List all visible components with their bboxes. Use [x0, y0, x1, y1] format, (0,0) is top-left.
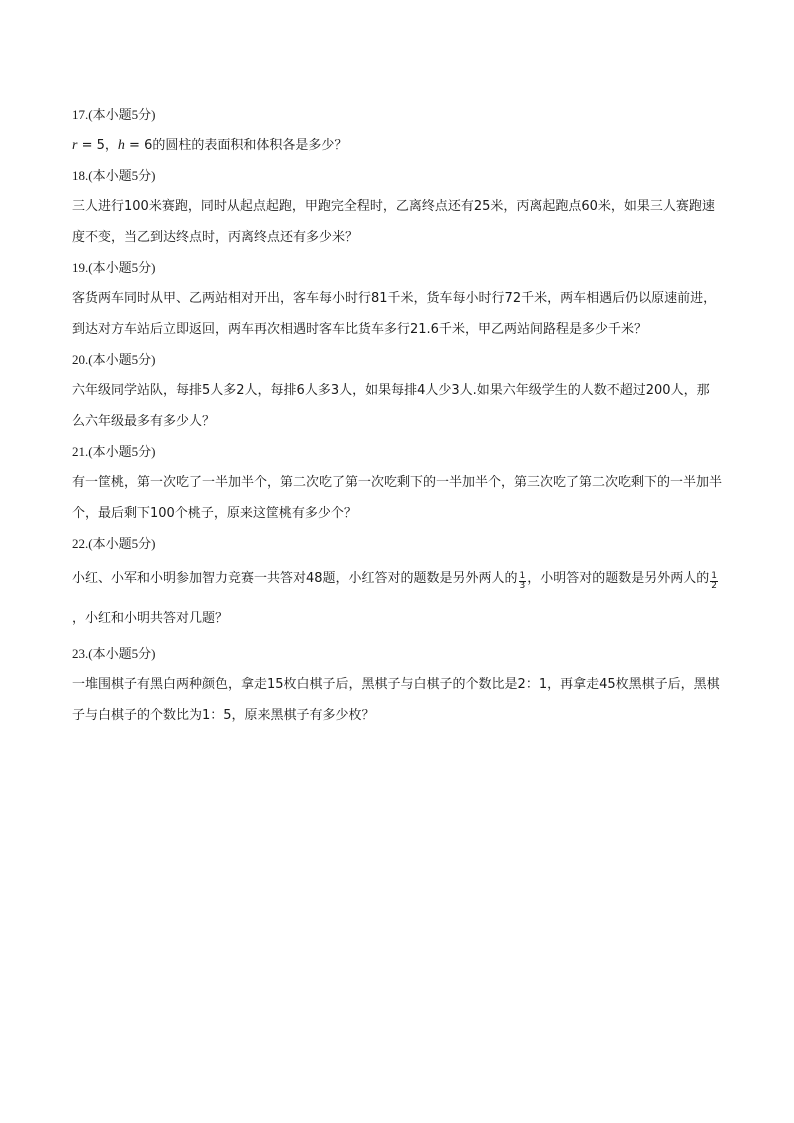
problem-header: 21.(本小题5分): [72, 444, 156, 459]
problem-header: 19.(本小题5分): [72, 260, 156, 275]
fraction-denominator: 2: [711, 581, 718, 591]
problem-23: [72, 639, 722, 731]
problem-text: [72, 559, 722, 639]
h-value: 6: [144, 138, 153, 153]
comma: ，: [104, 138, 118, 153]
variable-h: h: [117, 138, 125, 153]
problem-text-tail: 的圆柱的表面积和体积各是多少？: [152, 138, 348, 153]
problem-20: [72, 345, 722, 437]
problem-text: 有一筐桃，第一次吃了一半加半个，第二次吃了第一次吃剩下的一半加半个，第三次吃了第二次吃剩下的一半加半个，最后剩下100个桃子，原来这筐桃有多少个？: [72, 475, 723, 521]
equals-sign: =: [124, 138, 145, 153]
problem-header: 18.(本小题5分): [72, 168, 156, 183]
problem-text: 客货两车同时从甲、乙两站相对开出，客车每小时行81千米，货车每小时行72千米，两车相遇后仍以原速前进，到达对方车站后立即返回，两车再次相遇时客车比货车多行21.6千米，甲乙两站间路程是多少千米？: [72, 291, 717, 337]
r-value: 5: [96, 138, 105, 153]
problem-header: 22.(本小题5分): [72, 536, 156, 551]
fraction-one-half: [710, 572, 718, 591]
variable-r: r: [72, 138, 78, 153]
problem-text: 六年级同学站队，每排5人多2人，每排6人多3人，如果每排4人少3人.如果六年级学生的人数不超过200人，那么六年级最多有多少人？: [72, 383, 710, 429]
equals-sign: =: [77, 138, 97, 153]
problem-21: [72, 437, 722, 529]
problem-17: [72, 100, 722, 161]
fraction-numerator: 1: [711, 571, 718, 581]
problem-header: 17.(本小题5分): [72, 107, 156, 122]
fraction-numerator: 1: [519, 571, 526, 581]
problem-text-part1: 小红、小军和小明参加智力竞赛一共答对48题，小红答对的题数是另外两人的: [72, 571, 518, 586]
problem-text: 三人进行100米赛跑，同时从起点起跑，甲跑完全程时，乙离终点还有25米，丙离起跑点60米，如果三人赛跑速度不变，当乙到达终点时，丙离终点还有多少米？: [72, 199, 715, 245]
problem-text: 一堆围棋子有黑白两种颜色，拿走15枚白棋子后，黑棋子与白棋子的个数比是2：1，再拿走45枚黑棋子后，黑棋子与白棋子的个数比为1：5，原来黑棋子有多少枚？: [72, 677, 720, 723]
problem-list: [72, 100, 722, 731]
problem-18: [72, 161, 722, 253]
problem-text: [72, 130, 722, 161]
problem-22: [72, 529, 722, 639]
problem-19: [72, 253, 722, 345]
fraction-one-third: [519, 572, 527, 591]
fraction-denominator: 3: [519, 581, 526, 591]
problem-header: 23.(本小题5分): [72, 646, 156, 661]
problem-text-part3: ，小红和小明共答对几题？: [72, 611, 229, 626]
problem-header: 20.(本小题5分): [72, 352, 156, 367]
problem-text-part2: ，小明答对的题数是另外两人的: [527, 571, 710, 586]
